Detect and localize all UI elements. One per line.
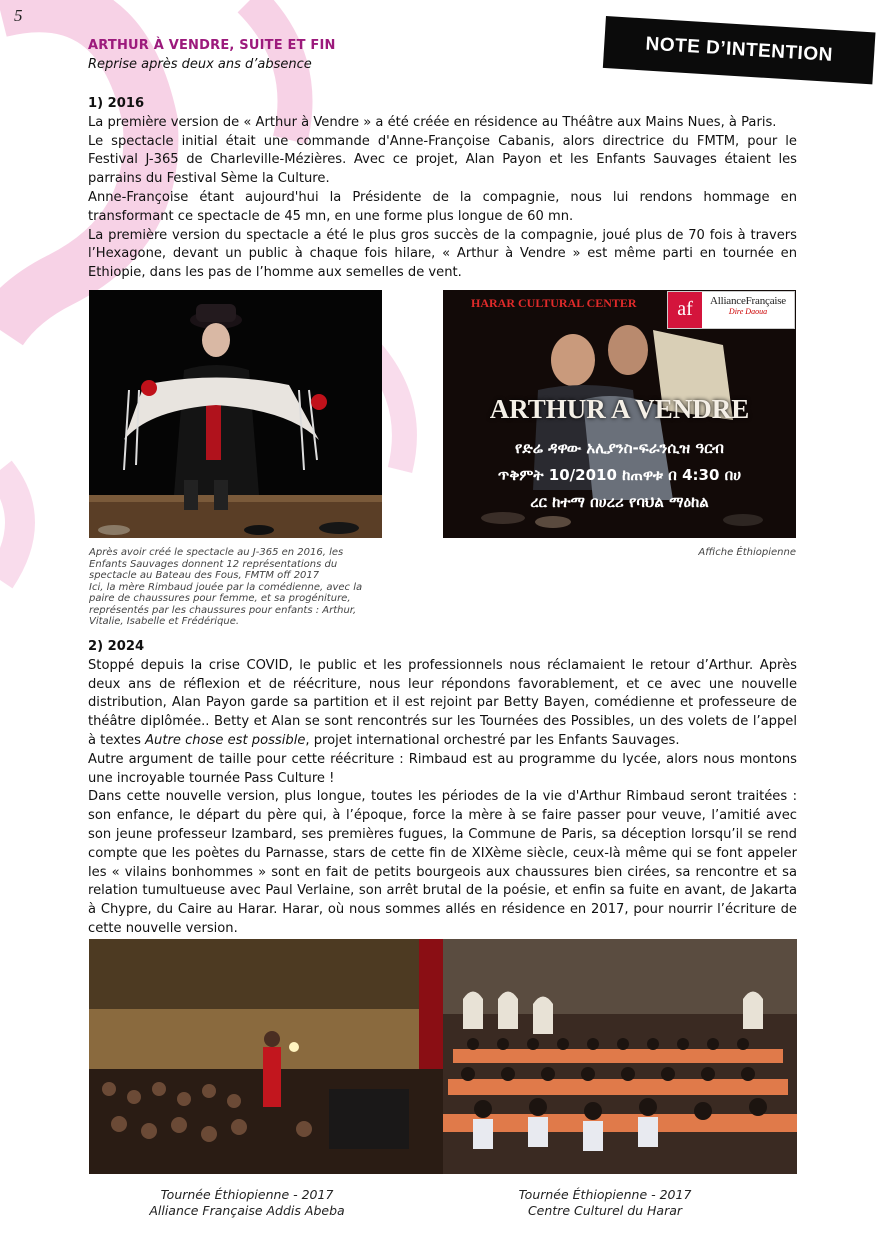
- paragraph-text: Stoppé depuis la crise COVID, le public et les professionnels nous réclamaient le retour d’Arthur. Après deux ans de réflexion et de réécriture, nous leur répondons favorablement, et ce avec une nouvelle distribution, Alan Payon garde sa partition et il est rejoint par Betty Bayen, comédienne et professeure de théâtre diplômée.. Betty et Alan se sont rencontrés sur les Tournées des Possibles, un des volets de l’appel à textes: [88, 657, 797, 748]
- af-logo-name: AllianceFrançaise: [709, 295, 786, 307]
- poster-ethiopian: [443, 290, 796, 538]
- section-2016: [88, 95, 797, 283]
- photo-harar-auditorium: [443, 939, 797, 1174]
- paragraph: Autre argument de taille pour cette réécriture : Rimbaud est au programme du lycée, alors nous montons une incroyable tournée Pass Culture !: [88, 751, 797, 786]
- page-number: 5: [14, 6, 23, 25]
- poster-amharic-line: የድሬ ዳዋው አሊያንስ-ፍራንሲዝ ዓርብ: [515, 439, 724, 457]
- af-logo-city: Dire Daoua: [728, 307, 768, 316]
- poster-amharic-line: ረር ከተማ በሀረሪ የባህል ማዕከል: [530, 493, 709, 511]
- caption-line: Après avoir créé le spectacle au J-365 en 2016, les Enfants Sauvages donnent 12 représentations du spectacle au Bateau des Fous, FMTM off 2017: [89, 547, 344, 581]
- paragraph: [88, 657, 797, 751]
- paragraph: La première version de « Arthur à Vendre » a été créée en résidence au Théâtre aux Mains Nues, à Paris.: [88, 114, 777, 130]
- paragraph: La première version du spectacle a été le plus gros succès de la compagnie, joué plus de 70 fois à travers l’Hexagone, devant un public à chaque fois hilare, « Arthur à Vendre » est même parti en tournée en Ethiopie, dans les pas de l’homme aux semelles de vent.: [88, 227, 797, 281]
- caption-photo-actress: [89, 547, 374, 628]
- caption-line: Ici, la mère Rimbaud jouée par la comédienne, avec la paire de chaussures pour femme, et sa progéniture, représentés par les chaussures pour enfants : Arthur, Vitalie, Isabelle et Frédérique.: [89, 581, 363, 627]
- section-heading-2024: 2) 2024: [88, 639, 145, 654]
- page-title: ARTHUR À VENDRE, SUITE ET FIN: [88, 38, 336, 53]
- caption-addis-abeba: [89, 1187, 405, 1219]
- caption-poster: Affiche Éthiopienne: [698, 547, 796, 558]
- banner-label: NOTE D’INTENTION: [644, 33, 834, 66]
- poster-amharic-line: ጥቅምት 10/2010 ከጠዋቱ በ 4:30 በሀ: [497, 466, 742, 484]
- section-heading-2016: 1) 2016: [88, 96, 145, 111]
- poster-show-title: ARTHUR A VENDRE: [489, 394, 750, 424]
- caption-line: Centre Culturel du Harar: [527, 1203, 683, 1218]
- photo-addis-abeba: [89, 939, 443, 1174]
- alliance-francaise-logo: [667, 291, 795, 329]
- caption-line: Tournée Éthiopienne - 2017: [518, 1187, 692, 1202]
- note-intention-banner: [603, 16, 876, 84]
- paragraph-italic: Autre chose est possible: [145, 732, 306, 748]
- page-subtitle: Reprise après deux ans d’absence: [88, 57, 312, 72]
- poster-venue: HARAR CULTURAL CENTER: [471, 296, 637, 310]
- paragraph: Dans cette nouvelle version, plus longue, toutes les périodes de la vie d'Arthur Rimbaud seront traitées : son enfance, le départ du père qui, à l’époque, force la mère à se faire passer pour veuve, l’amitié avec son jeune professeur Izambard, ses premières fugues, la Commune de Paris, sa déception lorsqu’il se rend compte que les poètes du Parnasse, stars de cette fin de XIXème siècle, ceux-là même qui se font appeler les « vilains bonhommes » sont en fait de petits bourgeois aux chaussures bien cirées, sa rencontre et sa relation tumultueuse avec Paul Verlaine, son arrêt brutal de la poésie, et enfin sa fuite en avant, de Jakarta à Chypre, du Caire au Harar. Harar, où nous sommes allés en résidence en 2017, pour nourrir l’écriture de cette nouvelle version.: [88, 789, 797, 936]
- paragraph-text: , projet international orchestré par les Enfants Sauvages.: [305, 732, 680, 748]
- caption-harar: [447, 1187, 763, 1219]
- af-logo-mark: af: [668, 292, 702, 328]
- photo-actress-stage: [89, 290, 382, 538]
- paragraph: Anne-Françoise étant aujourd'hui la Présidente de la compagnie, nous lui rendons hommage en transformant ce spectacle de 45 mn, en une forme plus longue de 60 mn.: [88, 189, 797, 224]
- section-2024: [88, 638, 797, 939]
- caption-line: Tournée Éthiopienne - 2017: [160, 1187, 334, 1202]
- caption-line: Alliance Française Addis Abeba: [149, 1203, 345, 1218]
- paragraph: Le spectacle initial était une commande d'Anne-Françoise Cabanis, alors directrice du FMTM, pour le Festival J-365 de Charleville-Mézières. Avec ce projet, Alan Payon et les Enfants Sauvages étaient les parrains du Festival Sème la Culture.: [88, 133, 797, 187]
